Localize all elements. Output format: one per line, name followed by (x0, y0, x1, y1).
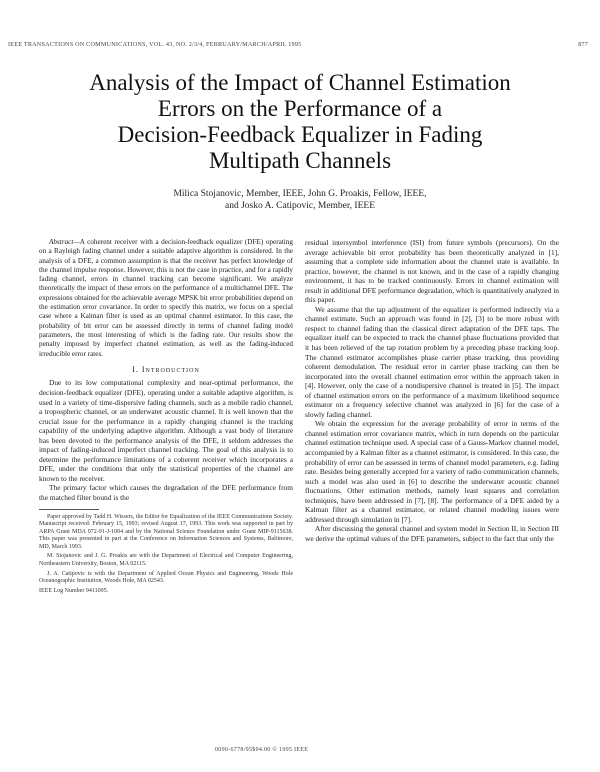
title-line: Analysis of the Impact of Channel Estimation (89, 70, 511, 95)
footnote-divider (39, 509, 99, 510)
running-head (8, 41, 592, 51)
journal-name: IEEE TRANSACTIONS ON COMMUNICATIONS, VOL. 43, NO. 2/3/4, FEBRUARY/MARCH/APRIL 1995 (8, 41, 302, 48)
copyright-code: 0090-6778/95$04.00 © 1995 IEEE (215, 747, 309, 753)
footnote: IEEE Log Number 9411095. (39, 587, 109, 594)
footnote: M. Stojanovic and J. G. Proakis are with the Department of Electrical and Computer Engineering, Northeastern University, Boston, MA 02115. (39, 553, 293, 568)
body-paragraph: Due to its low computational complexity and near-optimal performance, the decision-feedback equalizer (DFE), operating under a suitable adaptive algorithm, is used in a variety of time-dispersive fading channels, such as a mobile radio channel, a tropospheric channel, or an underwater acoustic channel. It is well known that the crucial issue for the performance in a rapidly changing channel is the tracking capability of the underlying adaptive algorithm. Although a vast body of literature has been devoted to the performance analysis of the DFE, it seldom addresses the impact of fading-induced imperfect channel tracking. The goal of this analysis is to determine the performance limitations of a coherent receiver which incorporates a DFE, under the conditions that only the statistical properties of the channel are known to the receiver. (39, 378, 293, 483)
body-paragraph: We obtain the expression for the average probability of error in terms of the channel estimation error covariance matrix, which in turn depends on the particular channel estimation technique used. A special case of a Gauss-Markov channel model, accompanied by a Kalman filter as a channel estimator, is considered. In this case, the probability of error can be assessed in terms of channel model parameters, e.g. fading rate. Besides being generally accepted for a variety of radio communication channels, such a model was also used in [6] to describe the underwater acoustic channel fluctuations. Other estimation methods, namely least squares and correlation techniques, have been addressed in [7], [8]. The performance of a DFE aided by a Kalman filter as a channel estimator, or related channel modeling issues were addressed through simulation in [7]. (305, 419, 559, 524)
section-heading: I. Introduction (132, 364, 200, 374)
body-paragraph: After discussing the general channel and system model in Section II, in Section III we derive the optimal values of the DFE parameters, subject to the fact that only the (305, 524, 559, 543)
abstract (39, 238, 293, 359)
title-line: Decision-Feedback Equalizer in Fading (117, 122, 483, 147)
footnote: J. A. Catipovic is with the Department of Applied Ocean Physics and Engineering, Woods Hole Oceanographic Institution, Woods Hole, MA 02543. (39, 570, 293, 585)
title-line: Multipath Channels (208, 148, 392, 173)
body-paragraph: We assume that the tap adjustment of the equalizer is performed indirectly via a channel estimate. Such an approach was found in [2], [3] to be more robust with respect to channel fading than the classical direct adaptation of the DFE taps. The equalizer itself can be expected to track the channel phase fluctuations provided that it has been relieved of the tap rotation problem by a preceding phase tracking loop. The channel estimator accomplishes phase carrier phase tracking, thus providing coherent demodulation. The residual error in carrier phase tracking can then be incorporated into the overall channel estimation error within the approach taken in [4]. However, only the case of a nondispersive channel is treated in [5]. The impact of channel estimation errors on the performance of a maximum likelihood sequence estimator on a frequency selective channel was analyzed in [6] for the case of a slowly fading channel. (305, 304, 559, 419)
page-number: 877 (578, 41, 588, 48)
abstract-lead: Abstract— (49, 238, 80, 246)
abstract-text: A coherent receiver with a decision-feedback equalizer (DFE) operating on a Rayleigh fading channel under a suitable adaptive algorithm is considered. In the analysis of a DFE, a common assumption is that the receiver has perfect knowledge of the channel impulse response. However, this is not the case in practice, and for a rapidly fading channel, errors in channel tracking can become significant. We analyze theoretically the impact of these errors on the performance of a multichannel DFE. The expressions obtained for the achievable average MPSK bit error probabilities depend on the estimation error covariance. In order to specify this matrix, we focus on a special case where a Kalman filter is used as an optimal channel estimator. In this case, the probability of bit error can be assessed directly in terms of channel fading model parameters, the most interesting of which is the fading rate. Our results show the penalty imposed by imperfect channel estimation, as well as the fading-induced irreducible error rates. (39, 238, 293, 358)
right-column (305, 238, 559, 544)
author-list (40, 188, 560, 212)
body-paragraph: residual intersymbol interference (ISI) from future symbols (precursors). On the average achievable bit error probability has been theoretically analyzed in [1], assuming that a complete side information about the channel state is available. In practice, however, the channel is not known, and in the case of a rapidly changing environment, it has to be tracked continuously. Errors in channel estimation will result in additional DFE performance degradation, which is quantitatively analyzed in this paper. (305, 238, 559, 305)
body-paragraph: The primary factor which causes the degradation of the DFE performance from the matched filter bound is the (39, 483, 293, 502)
footnote: Paper approved by Tadd H. Wissers, the Editor for Equalization of the IEEE Communications Society. Manuscript received: February 15, 1993; revised August 17, 1993. This work was supported in part by ARPA Grant MDA 972-91-J-1004 and by the National Science Foundation under Grant MIP-9115638. This paper was presented in part at the Conference on Information Sciences and Systems, Baltimore, MD, March 1993. (39, 513, 293, 550)
left-column (39, 238, 293, 597)
paper-title (40, 70, 560, 174)
title-line: Errors on the Performance of a (157, 96, 443, 121)
author-line: and Josko A. Catipovic, Member, IEEE (224, 201, 375, 211)
author-line: Milica Stojanovic, Member, IEEE, John G. Proakis, Fellow, IEEE, (173, 189, 427, 199)
